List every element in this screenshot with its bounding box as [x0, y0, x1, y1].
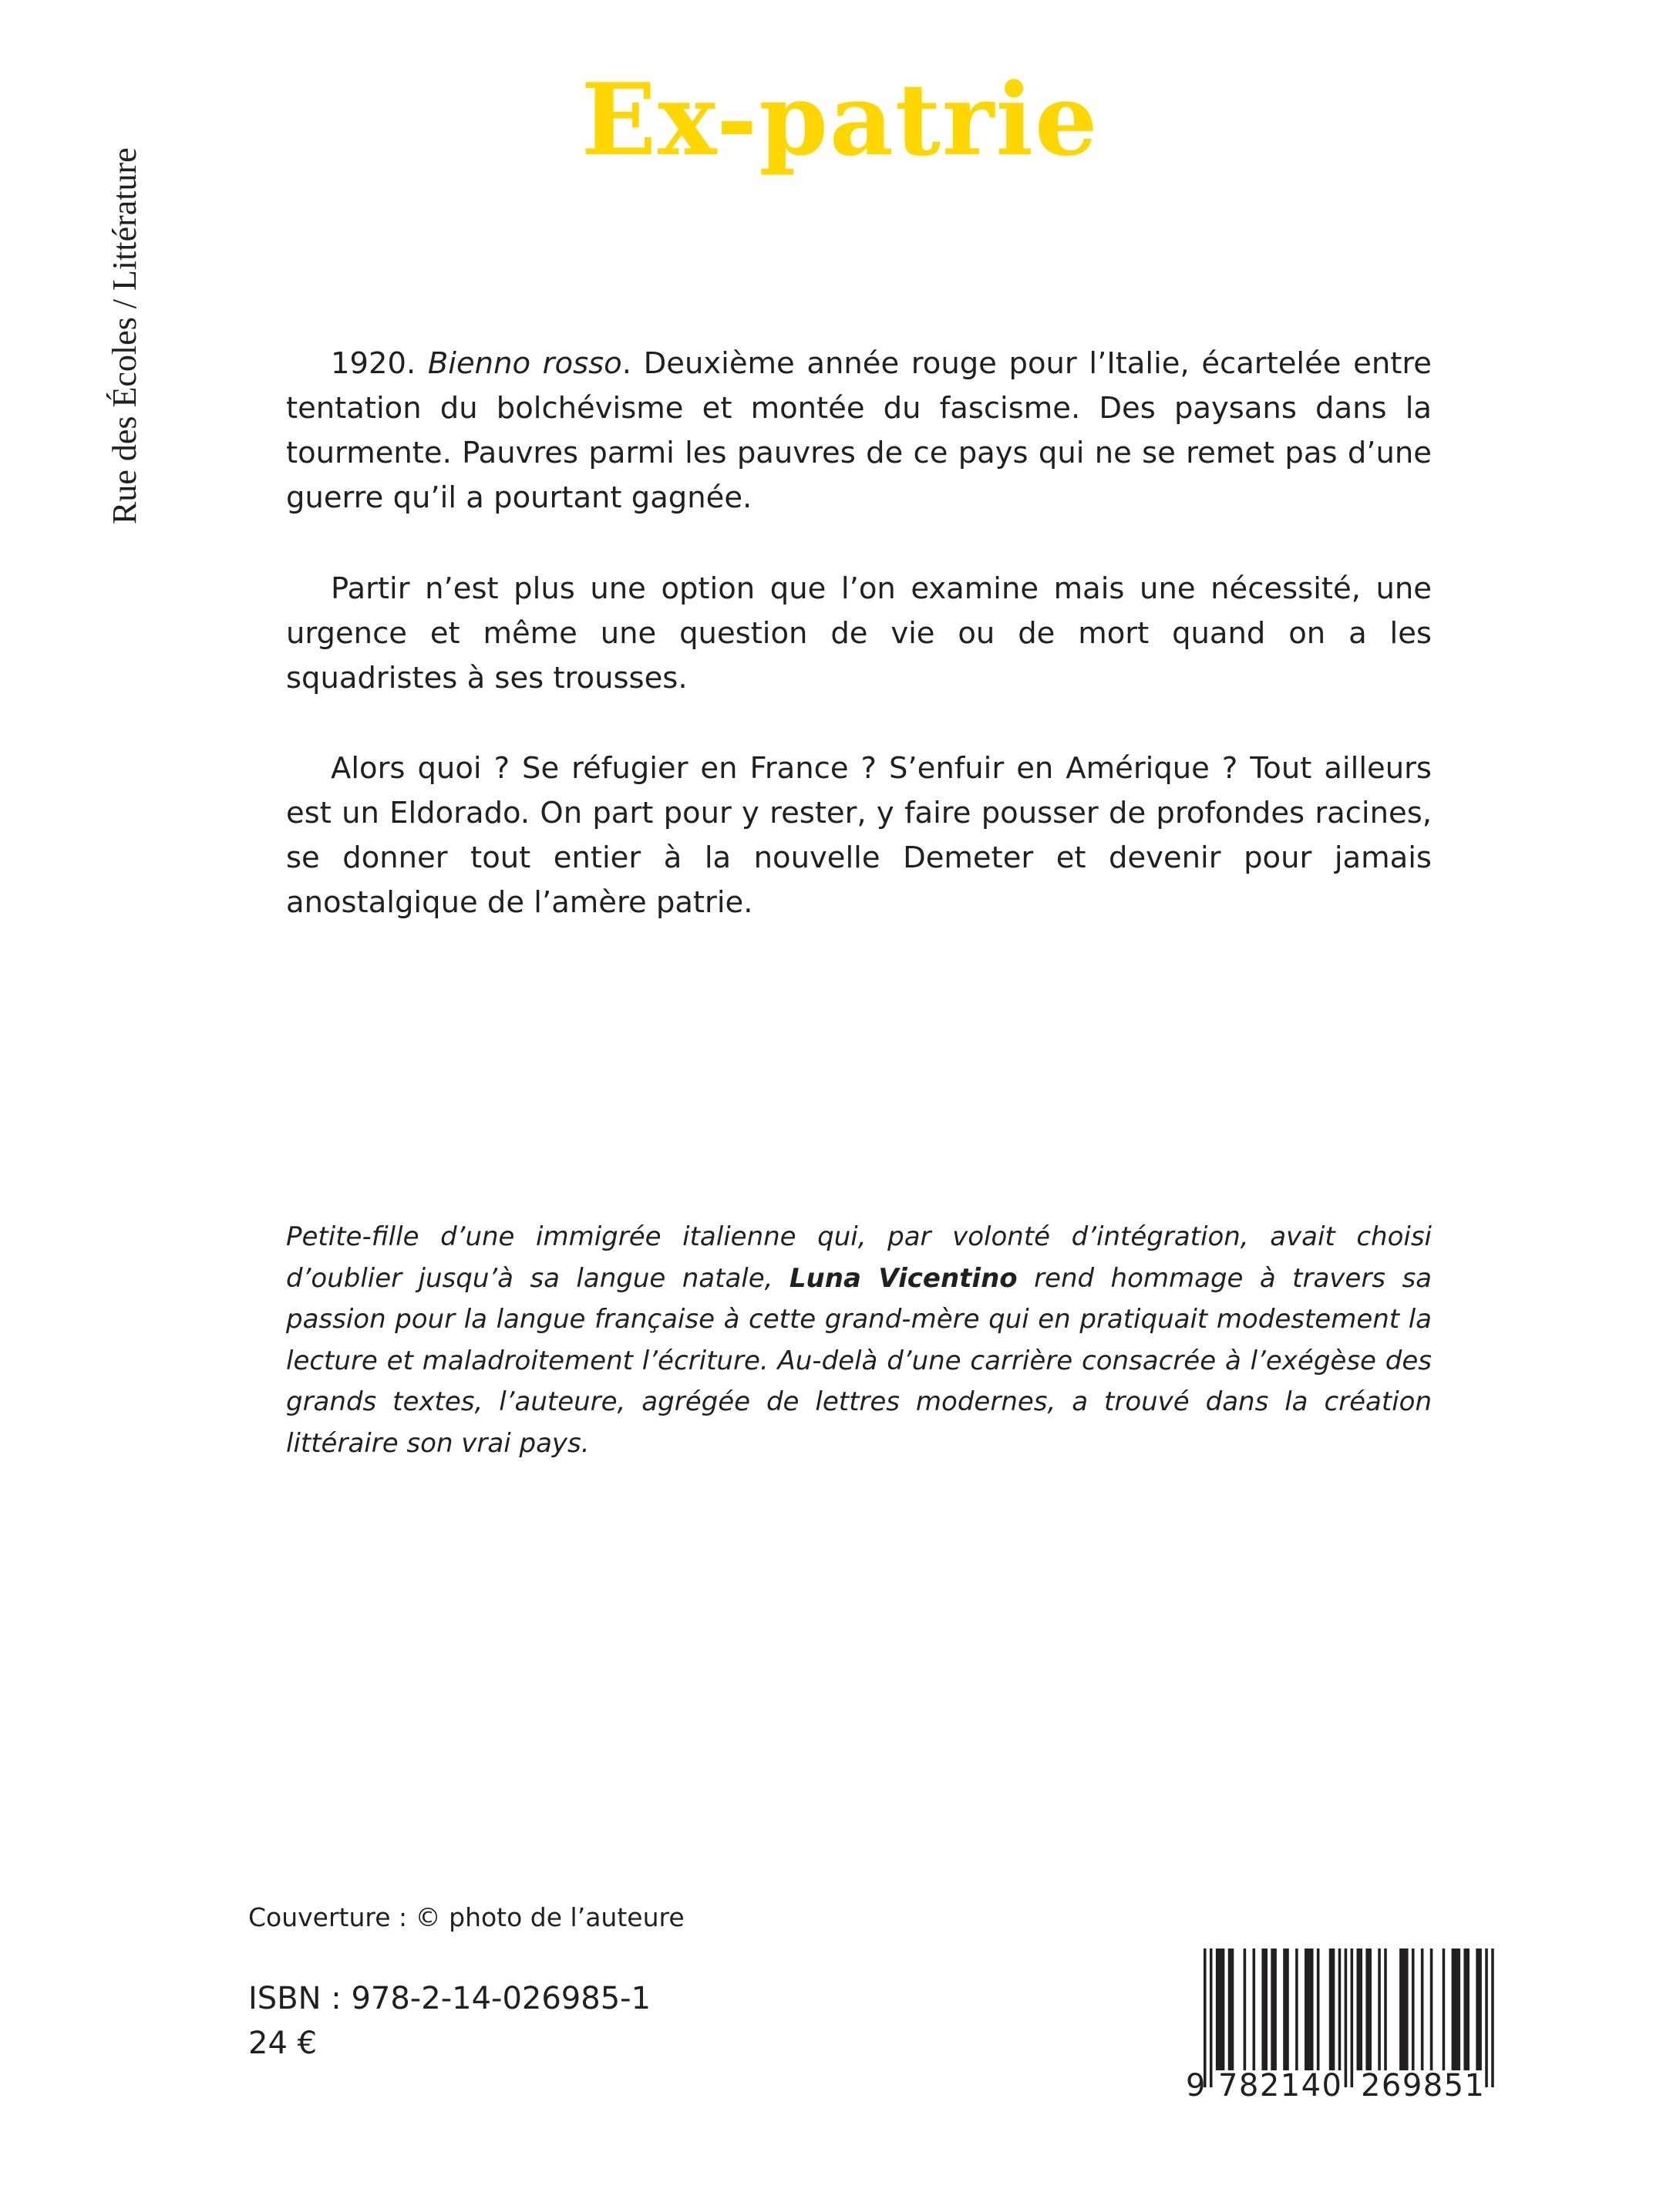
synopsis-paragraph-2: [286, 567, 1432, 701]
isbn-number: ISBN : 978-2-14-026985-1: [248, 1981, 651, 2016]
barcode-guard-bar: [1345, 1949, 1348, 2087]
synopsis-italic-term: Bienno rosso: [427, 346, 622, 381]
price: 24 €: [248, 2026, 318, 2061]
barcode-bar: [1430, 1949, 1433, 2070]
barcode-bar: [1476, 1949, 1482, 2070]
barcode-bar: [1412, 1949, 1415, 2070]
bio-text-after: rend hommage à travers sa passion pour la langue française à cette grand-mère qui en pratiquait modestement la lecture et maladroitement l’écriture. Au-delà d’une carrière consacrée à l’exégèse des grands textes, l’auteure, agrégée de lettres modernes, a trouvé dans la création littéraire son vrai pays.: [286, 1262, 1432, 1459]
spine-collection-label: Rue des Écoles / Littérature: [106, 147, 143, 524]
barcode-guard-bar: [1485, 1949, 1488, 2087]
ean13-barcode: [1172, 1943, 1511, 2113]
barcode-bar: [1357, 1949, 1363, 2070]
synopsis-paragraph-3: [286, 746, 1432, 925]
barcode-guard-bar: [1351, 1949, 1354, 2087]
barcode-bar: [1452, 1949, 1461, 2070]
barcode-digit-first: 9: [1186, 2068, 1206, 2103]
barcode-bar: [1365, 1949, 1372, 2070]
barcode-digits-left: 782140: [1218, 2068, 1342, 2103]
barcode-bar: [1228, 1949, 1234, 2070]
bio-text-before: Petite-fille d’une immigrée italienne qui, par volonté d’intégration, avait choisi d’oublier jusqu’à sa langue natale,: [286, 1221, 1432, 1294]
barcode-guard-bar: [1204, 1949, 1207, 2087]
barcode-bar: [1443, 1949, 1446, 2070]
synopsis-year: 1920.: [331, 346, 428, 381]
synopsis-text: . Deuxième année rouge pour l’Italie, écartelée entre tentation du bolchévisme et montée du fascisme. Des paysans dans la tourmente. Pauvres parmi les pauvres de ce pays qui ne se remet pas d’une guerre qu’il a pourtant gagnée.: [286, 346, 1432, 515]
author-bio: [286, 1217, 1432, 1464]
barcode-bar: [1399, 1949, 1409, 2070]
book-title: Ex-patrie: [581, 62, 1099, 178]
barcode-bar: [1261, 1949, 1268, 2070]
cover-photo-credit: Couverture : © photo de l’auteure: [248, 1902, 685, 1932]
barcode-bar: [1253, 1949, 1256, 2070]
barcode-bar: [1378, 1949, 1381, 2070]
barcode-bar: [1216, 1949, 1225, 2070]
barcode-guard-bar: [1491, 1949, 1494, 2087]
barcode-bar: [1244, 1949, 1247, 2070]
synopsis-paragraph-1: [286, 342, 1432, 520]
barcode-bar: [1338, 1949, 1342, 2070]
barcode-bar: [1271, 1949, 1277, 2070]
barcode-bar: [1283, 1949, 1289, 2070]
barcode-bar: [1384, 1949, 1387, 2070]
barcode-bar: [1295, 1949, 1298, 2070]
synopsis-text: Alors quoi ? Se réfugier en France ? S’enfuir en Amérique ? Tout ailleurs est un Eldorado. On part pour y rester, y faire pousser de profondes racines, se donner tout entier à la nouvelle Demeter et devenir pour jamais anostalgique de l’amère patrie.: [286, 751, 1432, 920]
barcode-bar: [1317, 1949, 1320, 2070]
author-name: Luna Vicentino: [789, 1262, 1018, 1294]
barcode-guard-bar: [1210, 1949, 1213, 2087]
barcode-bar: [1329, 1949, 1335, 2070]
barcode-bar: [1305, 1949, 1314, 2070]
synopsis-text: Partir n’est plus une option que l’on examine mais une nécessité, une urgence et même une question de vie ou de mort quand on a les squadristes à ses trousses.: [286, 571, 1432, 696]
barcode-bar: [1463, 1949, 1470, 2070]
barcode-digits-right: 269851: [1361, 2068, 1484, 2103]
barcode-bar: [1421, 1949, 1424, 2070]
